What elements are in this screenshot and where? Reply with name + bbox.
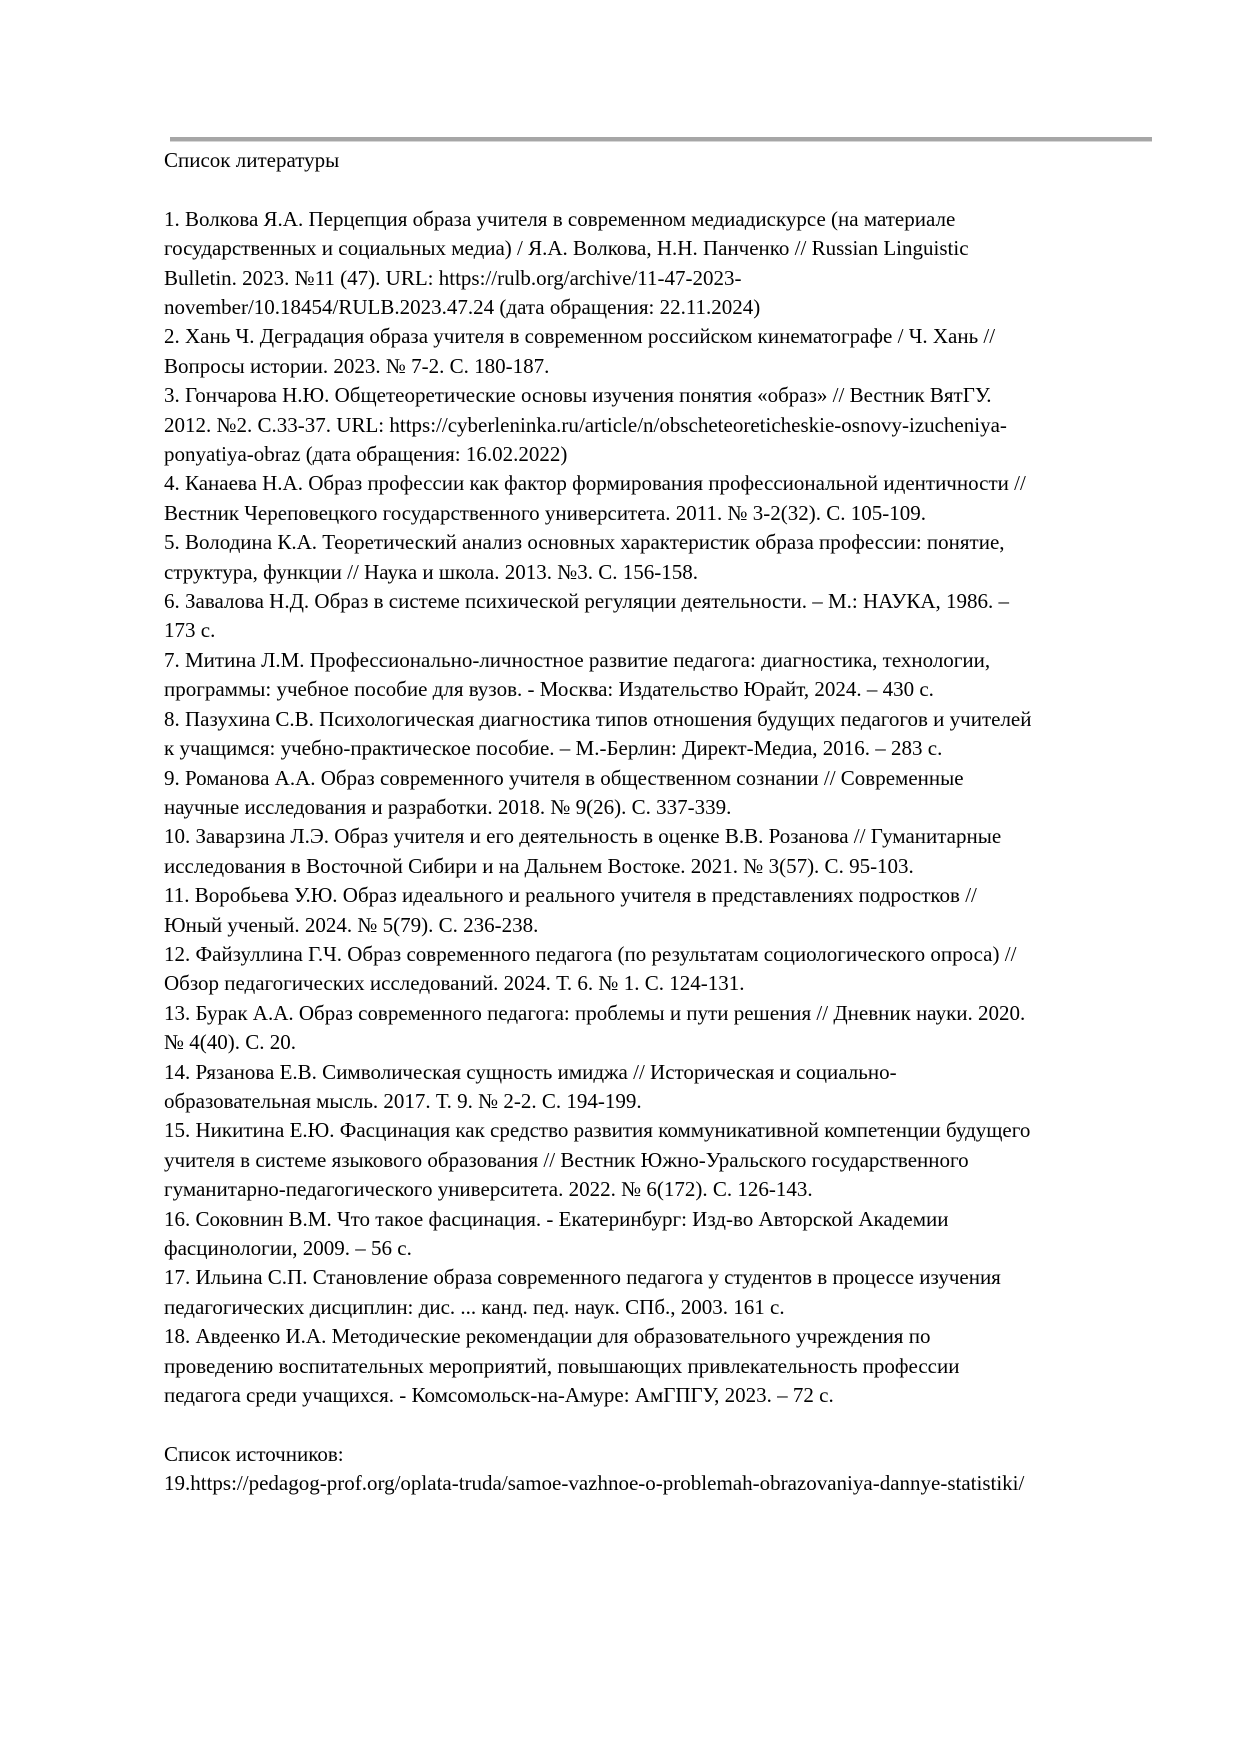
reference-item: 5. Володина К.А. Теоретический анализ основных характеристик образа профессии: понятие, структура, функции // Наука и школа. 2013. №3. С. 156-158.	[164, 530, 1005, 584]
reference-item: 11. Воробьева У.Ю. Образ идеального и реального учителя в представлениях подростков // Юный ученый. 2024. № 5(79). С. 236-238.	[164, 883, 977, 937]
reference-item: 16. Соковнин В.М. Что такое фасцинация. - Екатеринбург: Изд-во Авторской Академии фасцинологии, 2009. – 56 с.	[164, 1206, 949, 1261]
reference-item: 6. Завалова Н.Д. Образ в системе психической регуляции деятельности. – М.: НАУКА, 1986. – 173 с.	[164, 589, 1010, 643]
header-divider	[170, 137, 1152, 142]
reference-item: 3. Гончарова Н.Ю. Общетеоретические основы изучения понятия «образ» // Вестник ВятГУ. 2012. №2. С.33-37. URL: https://cyberleninka.ru/article/n/obscheteoreticheskie-osnovy-izucheniya-ponyatiya-obraz (дата обращения: 16.02.2022)	[164, 383, 1007, 467]
reference-item: 8. Пазухина С.В. Психологическая диагностика типов отношения будущих педагогов и учителей к учащимся: учебно-практическое пособие. – М.-Берлин: Директ-Медиа, 2016. – 283 с.	[164, 706, 1032, 761]
reference-list	[164, 205, 1032, 1411]
blank-line	[164, 1410, 1032, 1439]
page-content	[164, 146, 1032, 1499]
sources-section	[164, 1440, 1032, 1499]
reference-item: 13. Бурак А.А. Образ современного педагога: проблемы и пути решения // Дневник науки. 2020. № 4(40). С. 20.	[164, 1000, 1026, 1055]
source-url-item: 19.https://pedagog-prof.org/oplata-truda/samoe-vazhnoe-o-problemah-obrazovaniya-dannye-statistiki/	[164, 1471, 1025, 1496]
reference-item: 9. Романова А.А. Образ современного учителя в общественном сознании // Современные научные исследования и разработки. 2018. № 9(26). С. 337-339.	[164, 765, 964, 819]
reference-item: 18. Авдеенко И.А. Методические рекомендации для образовательного учреждения по проведению воспитательных мероприятий, повышающих привлекательность профессии педагога среди учащихся. - Комсомольск-на-Амуре: АмГПГУ, 2023. – 72 с.	[164, 1324, 960, 1408]
reference-item: 2. Хань Ч. Деградация образа учителя в современном российском кинематографе / Ч. Хань // Вопросы истории. 2023. № 7-2. С. 180-187.	[164, 324, 996, 378]
blank-line	[164, 175, 1032, 204]
reference-item: 12. Файзуллина Г.Ч. Образ современного педагога (по результатам социологического опроса) // Обзор педагогических исследований. 2024. Т. 6. № 1. С. 124-131.	[164, 941, 1017, 996]
reference-item: 14. Рязанова Е.В. Символическая сущность имиджа // Историческая и социально-образовательная мысль. 2017. Т. 9. № 2-2. С. 194-199.	[164, 1059, 897, 1113]
reference-item: 10. Заварзина Л.Э. Образ учителя и его деятельность в оценке В.В. Розанова // Гуманитарные исследования в Восточной Сибири и на Дальнем Востоке. 2021. № 3(57). С. 95-103.	[164, 824, 1002, 878]
sources-heading: Список источников:	[164, 1441, 344, 1466]
reference-item: 17. Ильина С.П. Становление образа современного педагога у студентов в процессе изучения педагогических дисциплин: дис. ... канд. пед. наук. СПб., 2003. 161 с.	[164, 1265, 1001, 1319]
bibliography-heading: Список литературы	[164, 148, 340, 172]
reference-item: 1. Волкова Я.А. Перцепция образа учителя в современном медиадискурсе (на материале государственных и социальных медиа) / Я.А. Волкова, Н.Н. Панченко // Russian Linguistic Bulletin. 2023. №11 (47). URL: https://rulb.org/archive/11-47-2023-november/10.18454/RULB.2023.47.24 (дата обращения: 22.11.2024)	[164, 206, 969, 320]
reference-item: 7. Митина Л.М. Профессионально-личностное развитие педагога: диагностика, технологии, программы: учебное пособие для вузов. - Москва: Издательство Юрайт, 2024. – 430 с.	[164, 647, 991, 702]
reference-item: 15. Никитина Е.Ю. Фасцинация как средство развития коммуникативной компетенции будущего учителя в системе языкового образования // Вестник Южно-Уральского государственного гуманитарно-педагогического университета. 2022. № 6(172). С. 126-143.	[164, 1118, 1031, 1202]
reference-item: 4. Канаева Н.А. Образ профессии как фактор формирования профессиональной идентичности // Вестник Череповецкого государственного университета. 2011. № 3-2(32). С. 105-109.	[164, 471, 1026, 525]
